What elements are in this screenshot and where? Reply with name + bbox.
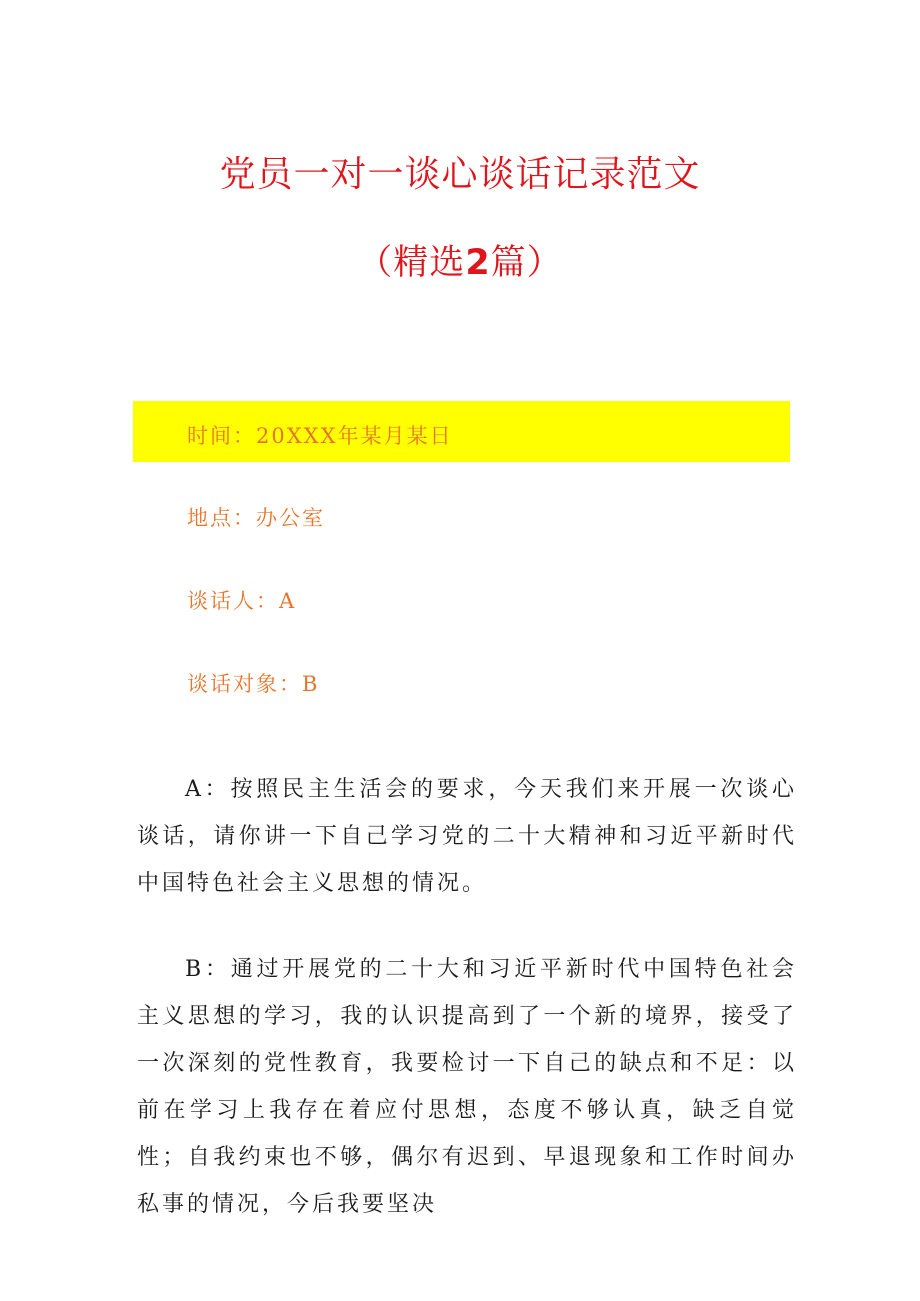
meta-time: 时间：20XXX年某月某日 (187, 424, 453, 448)
meta-target: 谈话对象：B (187, 672, 320, 696)
paragraph-a: A：按照民主生活会的要求，今天我们来开展一次谈心谈话，请你讲一下自己学习党的二十大精神和习近平新时代中国特色社会主义思想的情况。 (137, 777, 797, 896)
subtitle-number: 2 (465, 243, 491, 283)
subtitle-suffix: 篇） (490, 243, 563, 283)
paragraph-b: B：通过开展党的二十大和习近平新时代中国特色社会主义思想的学习，我的认识提高到了一个新的境界，接受了一次深刻的党性教育，我要检讨一下自己的缺点和不足：以前在学习上我存在着应付思想，态度不够认真，缺乏自觉性；自我约束也不够，偶尔有迟到、早退现象和工作时间办私事的情况，今后我要坚决 (137, 957, 797, 1217)
document-subtitle (0, 241, 920, 285)
subtitle-prefix: （精选 (357, 243, 466, 283)
document-title: 党员一对一谈心谈话记录范文 (219, 154, 701, 195)
meta-speaker: 谈话人：A (187, 589, 297, 613)
meta-place: 地点：办公室 (187, 506, 325, 530)
